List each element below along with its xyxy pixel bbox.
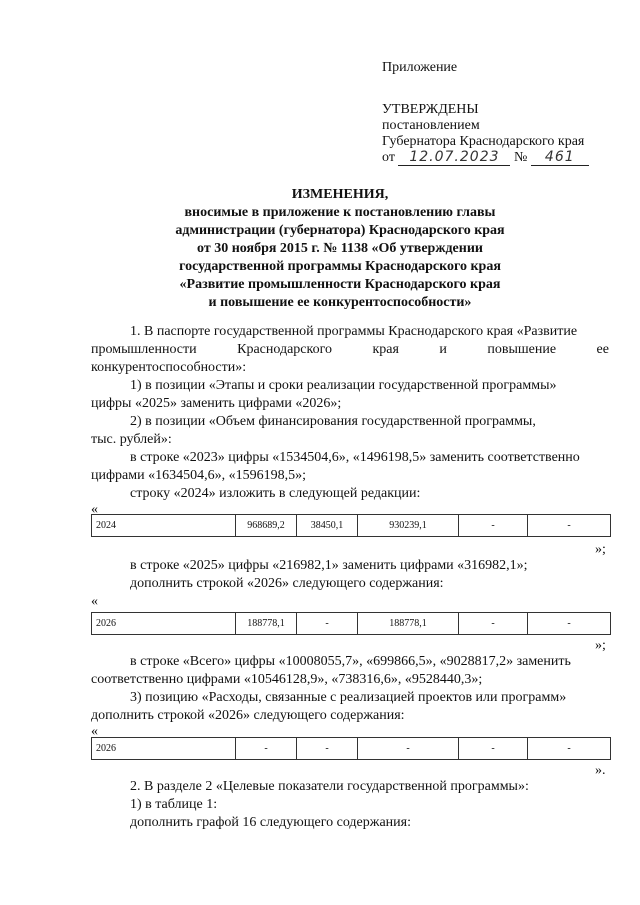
- table-cell: 2024: [92, 515, 236, 537]
- opening-quote: «: [91, 724, 98, 739]
- approval-block: [382, 60, 589, 166]
- date-line: [382, 150, 589, 166]
- handwritten-date: 12.07.2023: [398, 150, 510, 166]
- table-cell: -: [459, 738, 528, 760]
- table-2024: [91, 514, 611, 537]
- row-2024-instruction: строку «2024» изложить в следующей редакции:: [130, 486, 421, 501]
- item-3-line: 3) позицию «Расходы, связанные с реализацией проектов или программ»: [130, 690, 567, 705]
- title-line: от 30 ноября 2015 г. № 1138 «Об утверждении: [197, 241, 483, 256]
- closing-quote: »;: [595, 638, 606, 653]
- section-2-item: 1) в таблице 1:: [130, 797, 218, 812]
- resolution-label: постановлением: [382, 118, 480, 133]
- table-cell: -: [459, 613, 528, 635]
- title-line: ИЗМЕНЕНИЯ,: [291, 187, 389, 202]
- table-row: [92, 738, 611, 760]
- number-prefix: №: [513, 150, 528, 165]
- table-cell: -: [528, 515, 611, 537]
- title-line: администрации (губернатора) Краснодарского края: [175, 223, 505, 238]
- row-2026-instruction: дополнить строкой «2026» следующего содержания:: [130, 576, 444, 591]
- total-line: в строке «Всего» цифры «10008055,7», «699866,5», «9028817,2» заменить: [130, 654, 571, 669]
- table-cell: -: [528, 613, 611, 635]
- word: края: [372, 342, 399, 357]
- appendix-label: Приложение: [382, 60, 458, 75]
- item-1-line: цифры «2025» заменить цифрами «2026»;: [91, 396, 342, 411]
- item-3-line: дополнить строкой «2026» следующего содержания:: [91, 708, 405, 723]
- table-cell: -: [297, 738, 358, 760]
- word: Краснодарского: [237, 342, 332, 357]
- document-title: [130, 186, 550, 312]
- governor-label: Губернатора Краснодарского края: [382, 134, 585, 149]
- item-2-line: 2) в позиции «Объем финансирования государственной программы,: [130, 414, 536, 429]
- word: повышение: [487, 342, 557, 357]
- paragraph-1-spaced-line: [91, 341, 609, 359]
- table-cell: -: [358, 738, 459, 760]
- total-line: соответственно цифрами «10546128,9», «738316,6», «9528440,3»;: [91, 672, 483, 687]
- table-cell: 930239,1: [358, 515, 459, 537]
- row-2023-line: в строке «2023» цифры «1534504,6», «1496198,5» заменить соответственно: [130, 450, 580, 465]
- table-cell: -: [459, 515, 528, 537]
- word: ее: [596, 342, 609, 357]
- item-1-line: 1) в позиции «Этапы и сроки реализации государственной программы»: [130, 378, 557, 393]
- word: и: [439, 342, 447, 357]
- title-line: государственной программы Краснодарского края: [179, 259, 501, 274]
- closing-quote: ».: [595, 763, 606, 778]
- table-cell: -: [297, 613, 358, 635]
- approved-label: УТВЕРЖДЕНЫ: [382, 102, 479, 117]
- opening-quote: «: [91, 594, 98, 609]
- row-2023-line: цифрами «1634504,6», «1596198,5»;: [91, 468, 307, 483]
- paragraph-1-line: 1. В паспорте государственной программы Краснодарского края «Развитие: [130, 324, 578, 339]
- table-cell: 38450,1: [297, 515, 358, 537]
- section-2-item: дополнить графой 16 следующего содержания:: [130, 815, 411, 830]
- opening-quote: «: [91, 502, 98, 517]
- table-2026-a: [91, 612, 611, 635]
- table-cell: -: [528, 738, 611, 760]
- title-line: и повышение ее конкурентоспособности»: [208, 295, 472, 310]
- paragraph-1-line: конкурентоспособности»:: [91, 360, 247, 375]
- table-cell: 188778,1: [236, 613, 297, 635]
- table-row: [92, 613, 611, 635]
- table-cell: 188778,1: [358, 613, 459, 635]
- closing-quote: »;: [595, 542, 606, 557]
- title-line: «Развитие промышленности Краснодарского края: [179, 277, 501, 292]
- table-2026-b: [91, 737, 611, 760]
- table-cell: 968689,2: [236, 515, 297, 537]
- table-row: [92, 515, 611, 537]
- table-cell: 2026: [92, 613, 236, 635]
- row-2025-line: в строке «2025» цифры «216982,1» заменить цифрами «316982,1»;: [130, 558, 528, 573]
- word: промышленности: [91, 342, 197, 357]
- table-cell: 2026: [92, 738, 236, 760]
- section-2-heading: 2. В разделе 2 «Целевые показатели государственной программы»:: [130, 779, 529, 794]
- handwritten-number: 461: [531, 150, 589, 166]
- date-prefix: от: [382, 150, 395, 165]
- table-cell: -: [236, 738, 297, 760]
- item-2-line: тыс. рублей»:: [91, 432, 172, 447]
- title-line: вносимые в приложение к постановлению главы: [184, 205, 496, 220]
